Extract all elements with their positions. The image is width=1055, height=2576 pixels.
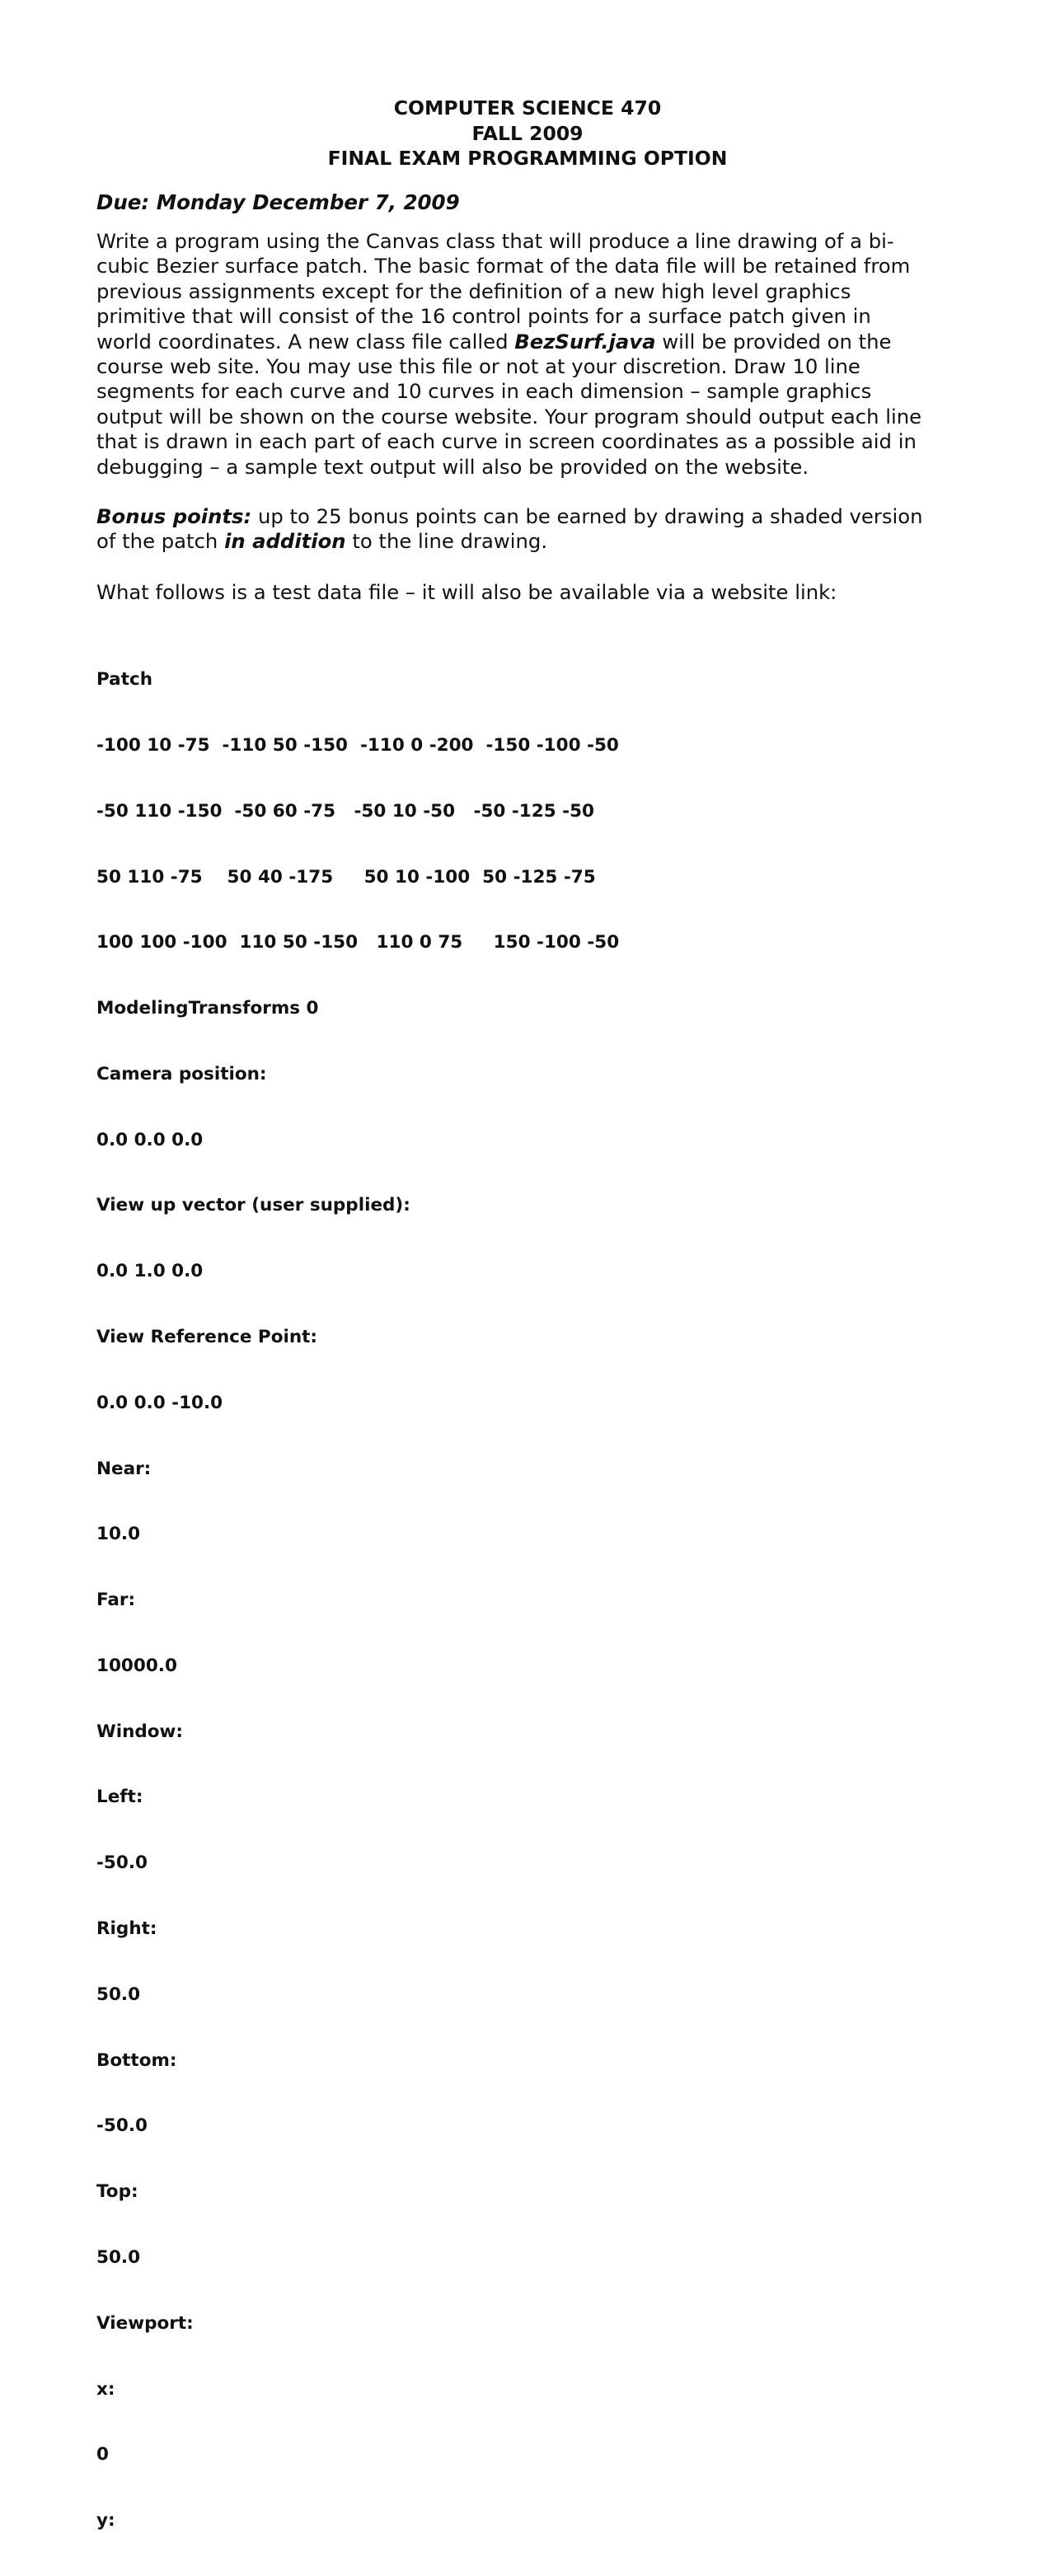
data-line: Top:: [96, 2181, 138, 2203]
data-line: Far:: [96, 1590, 136, 1611]
description-line: debugging – a sample text output will also be provided on the website.: [96, 454, 809, 479]
description-line: Write a program using the Canvas class that will produce a line drawing of a bi-: [96, 229, 894, 253]
data-line: -50.0: [96, 1852, 148, 1874]
description-line: segments for each curve and 10 curves in each dimension – sample graphics: [96, 379, 872, 404]
data-line: View up vector (user supplied):: [96, 1195, 410, 1216]
data-line: ModelingTransforms 0: [96, 998, 319, 1019]
data-line: y:: [96, 2510, 115, 2532]
bonus-line: [96, 529, 923, 554]
data-line: -100 10 -75 -110 50 -150 -110 0 -200 -150 -100 -50: [96, 734, 619, 756]
description-line: [96, 330, 921, 354]
description-text: world coordinates. A new class file called: [96, 329, 515, 354]
description-line: previous assignments except for the definition of a new high level graphics: [96, 279, 851, 303]
description-paragraph: [96, 229, 921, 480]
data-line: Window:: [96, 1721, 184, 1742]
data-line: View Reference Point:: [96, 1327, 318, 1347]
bonus-text: up to 25 bonus points can be earned by drawing a shaded version: [251, 504, 923, 528]
term-title: FALL 2009: [471, 121, 584, 145]
description-line: output will be shown on the course website. Your program should output each line: [96, 404, 922, 429]
data-line: Viewport:: [96, 2312, 194, 2334]
data-line: Near:: [96, 1458, 152, 1479]
data-line: x:: [96, 2378, 115, 2400]
class-file-name: BezSurf.java: [514, 329, 656, 354]
data-line: 0.0 0.0 -10.0: [96, 1392, 223, 1413]
due-date: Due: Monday December 7, 2009: [96, 190, 460, 214]
bonus-text: to the line drawing.: [345, 529, 548, 554]
data-line: Camera position:: [96, 1063, 267, 1084]
document-header: [0, 96, 1055, 171]
data-line: -50 110 -150 -50 60 -75 -50 10 -50 -50 -125 -50: [96, 800, 594, 822]
data-line: Patch: [96, 669, 153, 691]
bonus-line: [96, 504, 923, 529]
bonus-paragraph: [96, 504, 923, 555]
description-line: cubic Bezier surface patch. The basic format of the data file will be retained from: [96, 254, 911, 279]
description-line: that is drawn in each part of each curve in screen coordinates as a possible aid in: [96, 429, 917, 454]
bonus-text: of the patch: [96, 529, 225, 554]
data-line: 0.0 1.0 0.0: [96, 1261, 204, 1282]
data-file-intro: What follows is a test data file – it will also be available via a website link:: [96, 580, 837, 604]
description-line: course web site. You may use this file or not at your discretion. Draw 10 line: [96, 354, 860, 379]
data-line: 50 110 -75 50 40 -175 50 10 -100 50 -125 -75: [96, 866, 596, 888]
data-line: Bottom:: [96, 2049, 177, 2071]
data-line: 100 100 -100 110 50 -150 110 0 75 150 -100 -50: [96, 932, 620, 953]
description-line: primitive that will consist of the 16 control points for a surface patch given in: [96, 304, 871, 329]
bonus-emphasis: in addition: [224, 529, 346, 554]
data-line: 10.0: [96, 1524, 141, 1545]
exam-title: FINAL EXAM PROGRAMMING OPTION: [327, 147, 728, 170]
data-line: Right:: [96, 1918, 157, 1940]
data-line: 10000.0: [96, 1655, 177, 1676]
bonus-label: Bonus points:: [96, 504, 252, 528]
data-line: 0: [96, 2444, 109, 2466]
data-line: Left:: [96, 1787, 143, 1808]
test-data-file: [96, 625, 619, 2576]
data-line: 50.0: [96, 2246, 141, 2268]
data-line: 0.0 0.0 0.0: [96, 1129, 204, 1150]
course-title: COMPUTER SCIENCE 470: [393, 96, 662, 119]
data-line: -50.0: [96, 2115, 148, 2137]
data-line: 50.0: [96, 1984, 141, 2005]
description-text: will be provided on the: [655, 329, 892, 354]
